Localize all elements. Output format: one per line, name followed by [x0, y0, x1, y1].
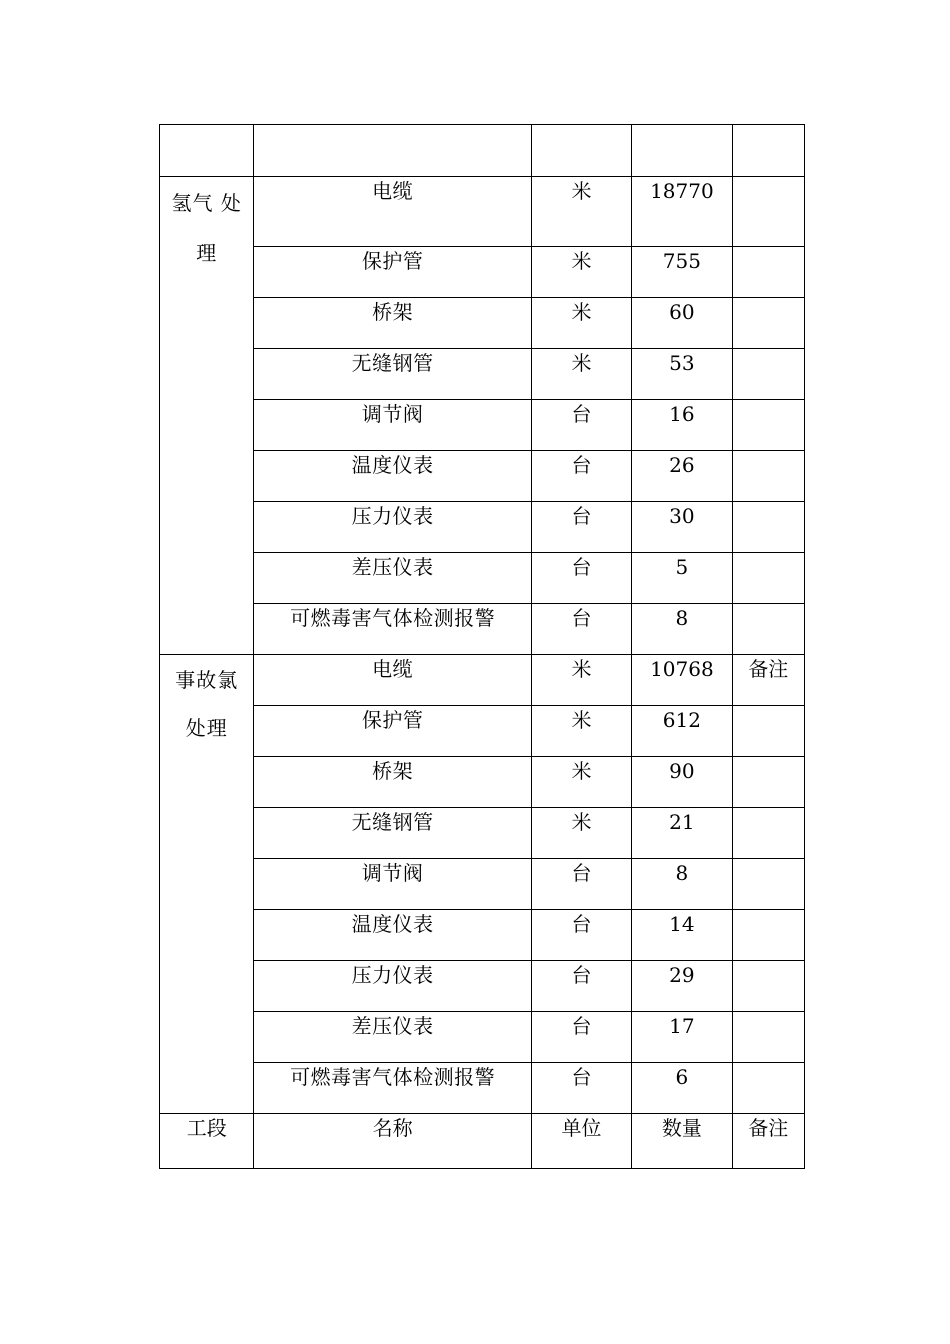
- item-unit: 台: [571, 402, 592, 426]
- item-note: [733, 553, 804, 554]
- section-label: 氢气 处理: [171, 191, 242, 265]
- note-cell: [732, 808, 804, 859]
- item-unit: 台: [571, 1065, 592, 1089]
- table-row: [160, 604, 805, 655]
- note-cell: [732, 1063, 804, 1114]
- item-qty: 16: [669, 402, 695, 426]
- name-cell: [254, 604, 531, 655]
- item-name: 差压仪表: [351, 1014, 434, 1038]
- item-qty: 21: [669, 810, 695, 834]
- name-cell: [254, 349, 531, 400]
- item-unit: 米: [571, 810, 592, 834]
- table-row: [160, 177, 805, 247]
- item-unit: 米: [571, 179, 592, 203]
- item-name: 保护管: [361, 249, 424, 273]
- cell: [254, 125, 531, 177]
- unit-cell: [531, 177, 631, 247]
- table-row: [160, 961, 805, 1012]
- table-row: [160, 1063, 805, 1114]
- name-cell: [254, 961, 531, 1012]
- name-cell: [254, 655, 531, 706]
- cell: [732, 125, 804, 177]
- table-row: [160, 706, 805, 757]
- item-note: [733, 808, 804, 809]
- item-note: [733, 177, 804, 178]
- table-row: [160, 298, 805, 349]
- note-cell: [732, 298, 804, 349]
- item-qty: 5: [675, 555, 689, 579]
- equipment-table: [159, 124, 805, 1169]
- table-row: [160, 451, 805, 502]
- cell: [632, 125, 732, 177]
- table-row: [160, 808, 805, 859]
- item-qty: 53: [669, 351, 695, 375]
- note-cell: [732, 961, 804, 1012]
- item-note: [733, 859, 804, 860]
- name-cell: [254, 553, 531, 604]
- qty-cell: [632, 910, 732, 961]
- item-note: [733, 757, 804, 758]
- name-cell: [254, 706, 531, 757]
- item-qty: 17: [669, 1014, 695, 1038]
- item-qty: 30: [669, 504, 695, 528]
- name-cell: [254, 400, 531, 451]
- note-cell: [732, 859, 804, 910]
- note-cell: [732, 910, 804, 961]
- section-cell: [160, 177, 254, 655]
- item-unit: 台: [571, 606, 592, 630]
- item-note: [733, 502, 804, 503]
- item-note: [733, 451, 804, 452]
- table-row: [160, 502, 805, 553]
- note-cell: [732, 757, 804, 808]
- item-qty: 26: [669, 453, 695, 477]
- item-name: 可燃毒害气体检测报警: [290, 1065, 496, 1089]
- name-cell: [254, 757, 531, 808]
- item-note: [733, 961, 804, 962]
- name-cell: [254, 298, 531, 349]
- qty-cell: [632, 706, 732, 757]
- blank-header-row: [160, 125, 805, 177]
- note-cell: [732, 247, 804, 298]
- cell-text: [632, 125, 731, 126]
- item-unit: 米: [571, 708, 592, 732]
- item-name: 电缆: [372, 179, 414, 203]
- table-row: [160, 553, 805, 604]
- qty-cell: [632, 808, 732, 859]
- equipment-table-body: [160, 125, 805, 1169]
- item-note: [733, 1012, 804, 1013]
- qty-cell: [632, 298, 732, 349]
- item-name: 压力仪表: [351, 963, 434, 987]
- cell: [160, 125, 254, 177]
- item-note: [733, 706, 804, 707]
- note-cell: [732, 502, 804, 553]
- item-unit: 台: [571, 861, 592, 885]
- qty-cell: [632, 349, 732, 400]
- note-cell: [732, 349, 804, 400]
- name-cell: [254, 1012, 531, 1063]
- table-row: [160, 910, 805, 961]
- item-qty: 14: [669, 912, 695, 936]
- table-row: [160, 859, 805, 910]
- name-cell: [254, 502, 531, 553]
- unit-cell: [531, 757, 631, 808]
- item-note: [733, 910, 804, 911]
- unit-cell: [531, 502, 631, 553]
- unit-cell: [531, 400, 631, 451]
- column-header-row: [160, 1114, 805, 1169]
- unit-cell: [531, 706, 631, 757]
- item-name: 保护管: [361, 708, 424, 732]
- cell-text: [160, 125, 253, 126]
- item-name: 电缆: [372, 657, 414, 681]
- column-header-note: [732, 1114, 804, 1169]
- unit-cell: [531, 604, 631, 655]
- name-cell: [254, 808, 531, 859]
- item-name: 温度仪表: [351, 912, 434, 936]
- item-unit: 米: [571, 351, 592, 375]
- item-qty: 18770: [650, 179, 714, 203]
- item-qty: 90: [669, 759, 695, 783]
- unit-cell: [531, 1063, 631, 1114]
- column-header-name: [254, 1114, 531, 1169]
- qty-cell: [632, 1012, 732, 1063]
- item-name: 无缝钢管: [351, 351, 434, 375]
- note-cell: [732, 706, 804, 757]
- item-name: 可燃毒害气体检测报警: [290, 606, 496, 630]
- item-note: [733, 400, 804, 401]
- note-cell: [732, 1012, 804, 1063]
- item-qty: 10768: [650, 657, 714, 681]
- item-name: 压力仪表: [351, 504, 434, 528]
- item-unit: 米: [571, 759, 592, 783]
- item-note: 备注: [748, 657, 789, 681]
- column-header-label: 备注: [748, 1116, 789, 1140]
- table-row: [160, 349, 805, 400]
- table-row: [160, 757, 805, 808]
- qty-cell: [632, 502, 732, 553]
- qty-cell: [632, 247, 732, 298]
- section-cell: [160, 655, 254, 1114]
- unit-cell: [531, 451, 631, 502]
- table-row: [160, 655, 805, 706]
- unit-cell: [531, 808, 631, 859]
- note-cell: [732, 655, 804, 706]
- name-cell: [254, 247, 531, 298]
- item-qty: 612: [662, 708, 701, 732]
- table-row: [160, 400, 805, 451]
- cell: [531, 125, 631, 177]
- column-header-label: 工段: [186, 1116, 227, 1140]
- note-cell: [732, 553, 804, 604]
- table-row: [160, 247, 805, 298]
- unit-cell: [531, 1012, 631, 1063]
- qty-cell: [632, 553, 732, 604]
- qty-cell: [632, 961, 732, 1012]
- table-row: [160, 1012, 805, 1063]
- item-name: 桥架: [372, 759, 414, 783]
- column-header-section: [160, 1114, 254, 1169]
- item-note: [733, 604, 804, 605]
- item-unit: 台: [571, 453, 592, 477]
- item-unit: 米: [571, 300, 592, 324]
- item-qty: 8: [675, 606, 689, 630]
- qty-cell: [632, 451, 732, 502]
- qty-cell: [632, 604, 732, 655]
- unit-cell: [531, 910, 631, 961]
- qty-cell: [632, 177, 732, 247]
- qty-cell: [632, 1063, 732, 1114]
- unit-cell: [531, 247, 631, 298]
- item-qty: 755: [662, 249, 701, 273]
- unit-cell: [531, 553, 631, 604]
- column-header-label: 数量: [661, 1116, 702, 1140]
- qty-cell: [632, 859, 732, 910]
- item-qty: 29: [669, 963, 695, 987]
- item-note: [733, 349, 804, 350]
- unit-cell: [531, 298, 631, 349]
- qty-cell: [632, 655, 732, 706]
- item-unit: 台: [571, 912, 592, 936]
- note-cell: [732, 400, 804, 451]
- item-name: 无缝钢管: [351, 810, 434, 834]
- item-qty: 8: [675, 861, 689, 885]
- unit-cell: [531, 655, 631, 706]
- name-cell: [254, 451, 531, 502]
- note-cell: [732, 451, 804, 502]
- item-unit: 台: [571, 963, 592, 987]
- item-qty: 6: [675, 1065, 689, 1089]
- item-unit: 米: [571, 657, 592, 681]
- item-note: [733, 1063, 804, 1064]
- column-header-label: 单位: [561, 1116, 602, 1140]
- item-name: 差压仪表: [351, 555, 434, 579]
- item-name: 调节阀: [361, 402, 424, 426]
- item-unit: 台: [571, 1014, 592, 1038]
- cell-text: [254, 125, 530, 126]
- item-note: [733, 247, 804, 248]
- column-header-qty: [632, 1114, 732, 1169]
- item-name: 温度仪表: [351, 453, 434, 477]
- item-unit: 台: [571, 504, 592, 528]
- name-cell: [254, 859, 531, 910]
- cell-text: [733, 125, 804, 126]
- item-name: 桥架: [372, 300, 414, 324]
- name-cell: [254, 177, 531, 247]
- column-header-unit: [531, 1114, 631, 1169]
- unit-cell: [531, 859, 631, 910]
- qty-cell: [632, 400, 732, 451]
- unit-cell: [531, 961, 631, 1012]
- item-unit: 台: [571, 555, 592, 579]
- name-cell: [254, 1063, 531, 1114]
- column-header-label: 名称: [372, 1116, 413, 1140]
- note-cell: [732, 604, 804, 655]
- item-note: [733, 298, 804, 299]
- item-qty: 60: [669, 300, 695, 324]
- name-cell: [254, 910, 531, 961]
- cell-text: [532, 125, 631, 126]
- note-cell: [732, 177, 804, 247]
- section-label: 事故氯处理: [175, 668, 239, 740]
- unit-cell: [531, 349, 631, 400]
- item-name: 调节阀: [361, 861, 424, 885]
- item-unit: 米: [571, 249, 592, 273]
- qty-cell: [632, 757, 732, 808]
